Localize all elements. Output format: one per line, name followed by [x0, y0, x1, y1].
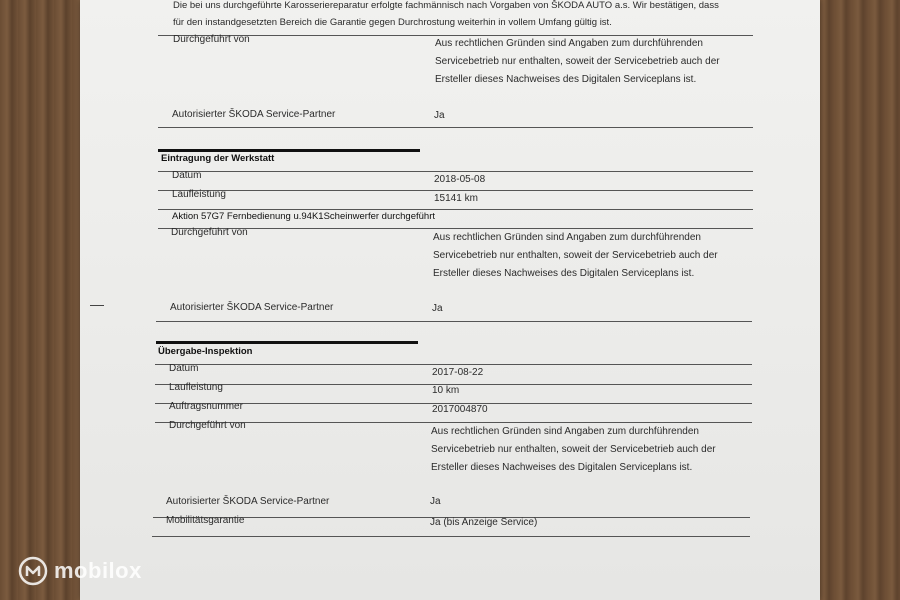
legal-text-line-3: Ersteller dieses Nachweises des Digitalen Serviceplans ist. — [431, 462, 693, 473]
service-document-page — [80, 0, 820, 600]
intro-text-line-1: Die bei uns durchgeführte Karosseriereparatur erfolgte fachmännisch nach Vorgaben von ŠKODA AUTO a.s. Wir bestätigen, dass — [173, 0, 719, 11]
partner-value: Ja — [432, 303, 443, 314]
durchgefuehrt-label: Durchgeführt von — [169, 420, 246, 431]
datum-value: 2017-08-22 — [432, 367, 484, 378]
margin-dash — [90, 305, 104, 306]
legal-text-line-2: Servicebetrieb nur enthalten, soweit der Servicebetrieb auch der — [431, 444, 716, 455]
laufleistung-label: Laufleistung — [172, 189, 226, 200]
wood-background-right — [818, 0, 900, 600]
legal-text-line-2: Servicebetrieb nur enthalten, soweit der Servicebetrieb auch der — [433, 250, 718, 261]
section-title-werkstatt: Eintragung der Werkstatt — [161, 153, 275, 164]
auftragsnummer-value: 2017004870 — [432, 404, 488, 415]
partner-label: Autorisierter ŠKODA Service-Partner — [166, 496, 330, 507]
legal-text-line-1: Aus rechtlichen Gründen sind Angaben zum durchführenden — [433, 232, 701, 243]
partner-label: Autorisierter ŠKODA Service-Partner — [170, 302, 334, 313]
durchgefuehrt-label: Durchgeführt von — [171, 227, 248, 238]
mobilitaetsgarantie-value: Ja (bis Anzeige Service) — [430, 517, 538, 528]
laufleistung-label: Laufleistung — [169, 382, 223, 393]
laufleistung-value: 15141 km — [434, 193, 478, 204]
section-heavy-rule — [156, 341, 418, 344]
durchgefuehrt-label: Durchgeführt von — [173, 34, 250, 45]
watermark-text: mobilox — [54, 558, 142, 583]
datum-value: 2018-05-08 — [434, 174, 486, 185]
partner-value: Ja — [434, 110, 445, 121]
partner-label: Autorisierter ŠKODA Service-Partner — [172, 109, 336, 120]
legal-text-line-3: Ersteller dieses Nachweises des Digitalen Serviceplans ist. — [435, 74, 697, 85]
wood-background-left — [0, 0, 82, 600]
datum-label: Datum — [169, 363, 199, 374]
legal-text-line-3: Ersteller dieses Nachweises des Digitalen Serviceplans ist. — [433, 268, 695, 279]
mobilox-logo-icon — [18, 556, 48, 586]
divider — [152, 536, 750, 537]
legal-text-line-1: Aus rechtlichen Gründen sind Angaben zum durchführenden — [431, 426, 699, 437]
aktion-text: Aktion 57G7 Fernbedienung u.94K1Scheinwerfer durchgeführt — [172, 211, 436, 222]
laufleistung-value: 10 km — [432, 385, 460, 396]
divider — [158, 127, 753, 128]
section-heavy-rule — [158, 149, 420, 152]
section-title-uebergabe: Übergabe-Inspektion — [158, 346, 253, 357]
partner-value: Ja — [430, 496, 441, 507]
intro-text-line-2: für den instandgesetzten Bereich die Garantie gegen Durchrostung weiterhin in vollem Umfang gültig ist. — [173, 17, 612, 28]
auftragsnummer-label: Auftragsnummer — [169, 401, 243, 412]
legal-text-line-2: Servicebetrieb nur enthalten, soweit der Servicebetrieb auch der — [435, 56, 720, 67]
divider — [158, 209, 753, 210]
datum-label: Datum — [172, 170, 202, 181]
legal-text-line-1: Aus rechtlichen Gründen sind Angaben zum durchführenden — [435, 38, 703, 49]
mobilitaetsgarantie-label: Mobilitätsgarantie — [166, 515, 245, 526]
divider — [156, 321, 752, 322]
watermark — [18, 556, 142, 586]
